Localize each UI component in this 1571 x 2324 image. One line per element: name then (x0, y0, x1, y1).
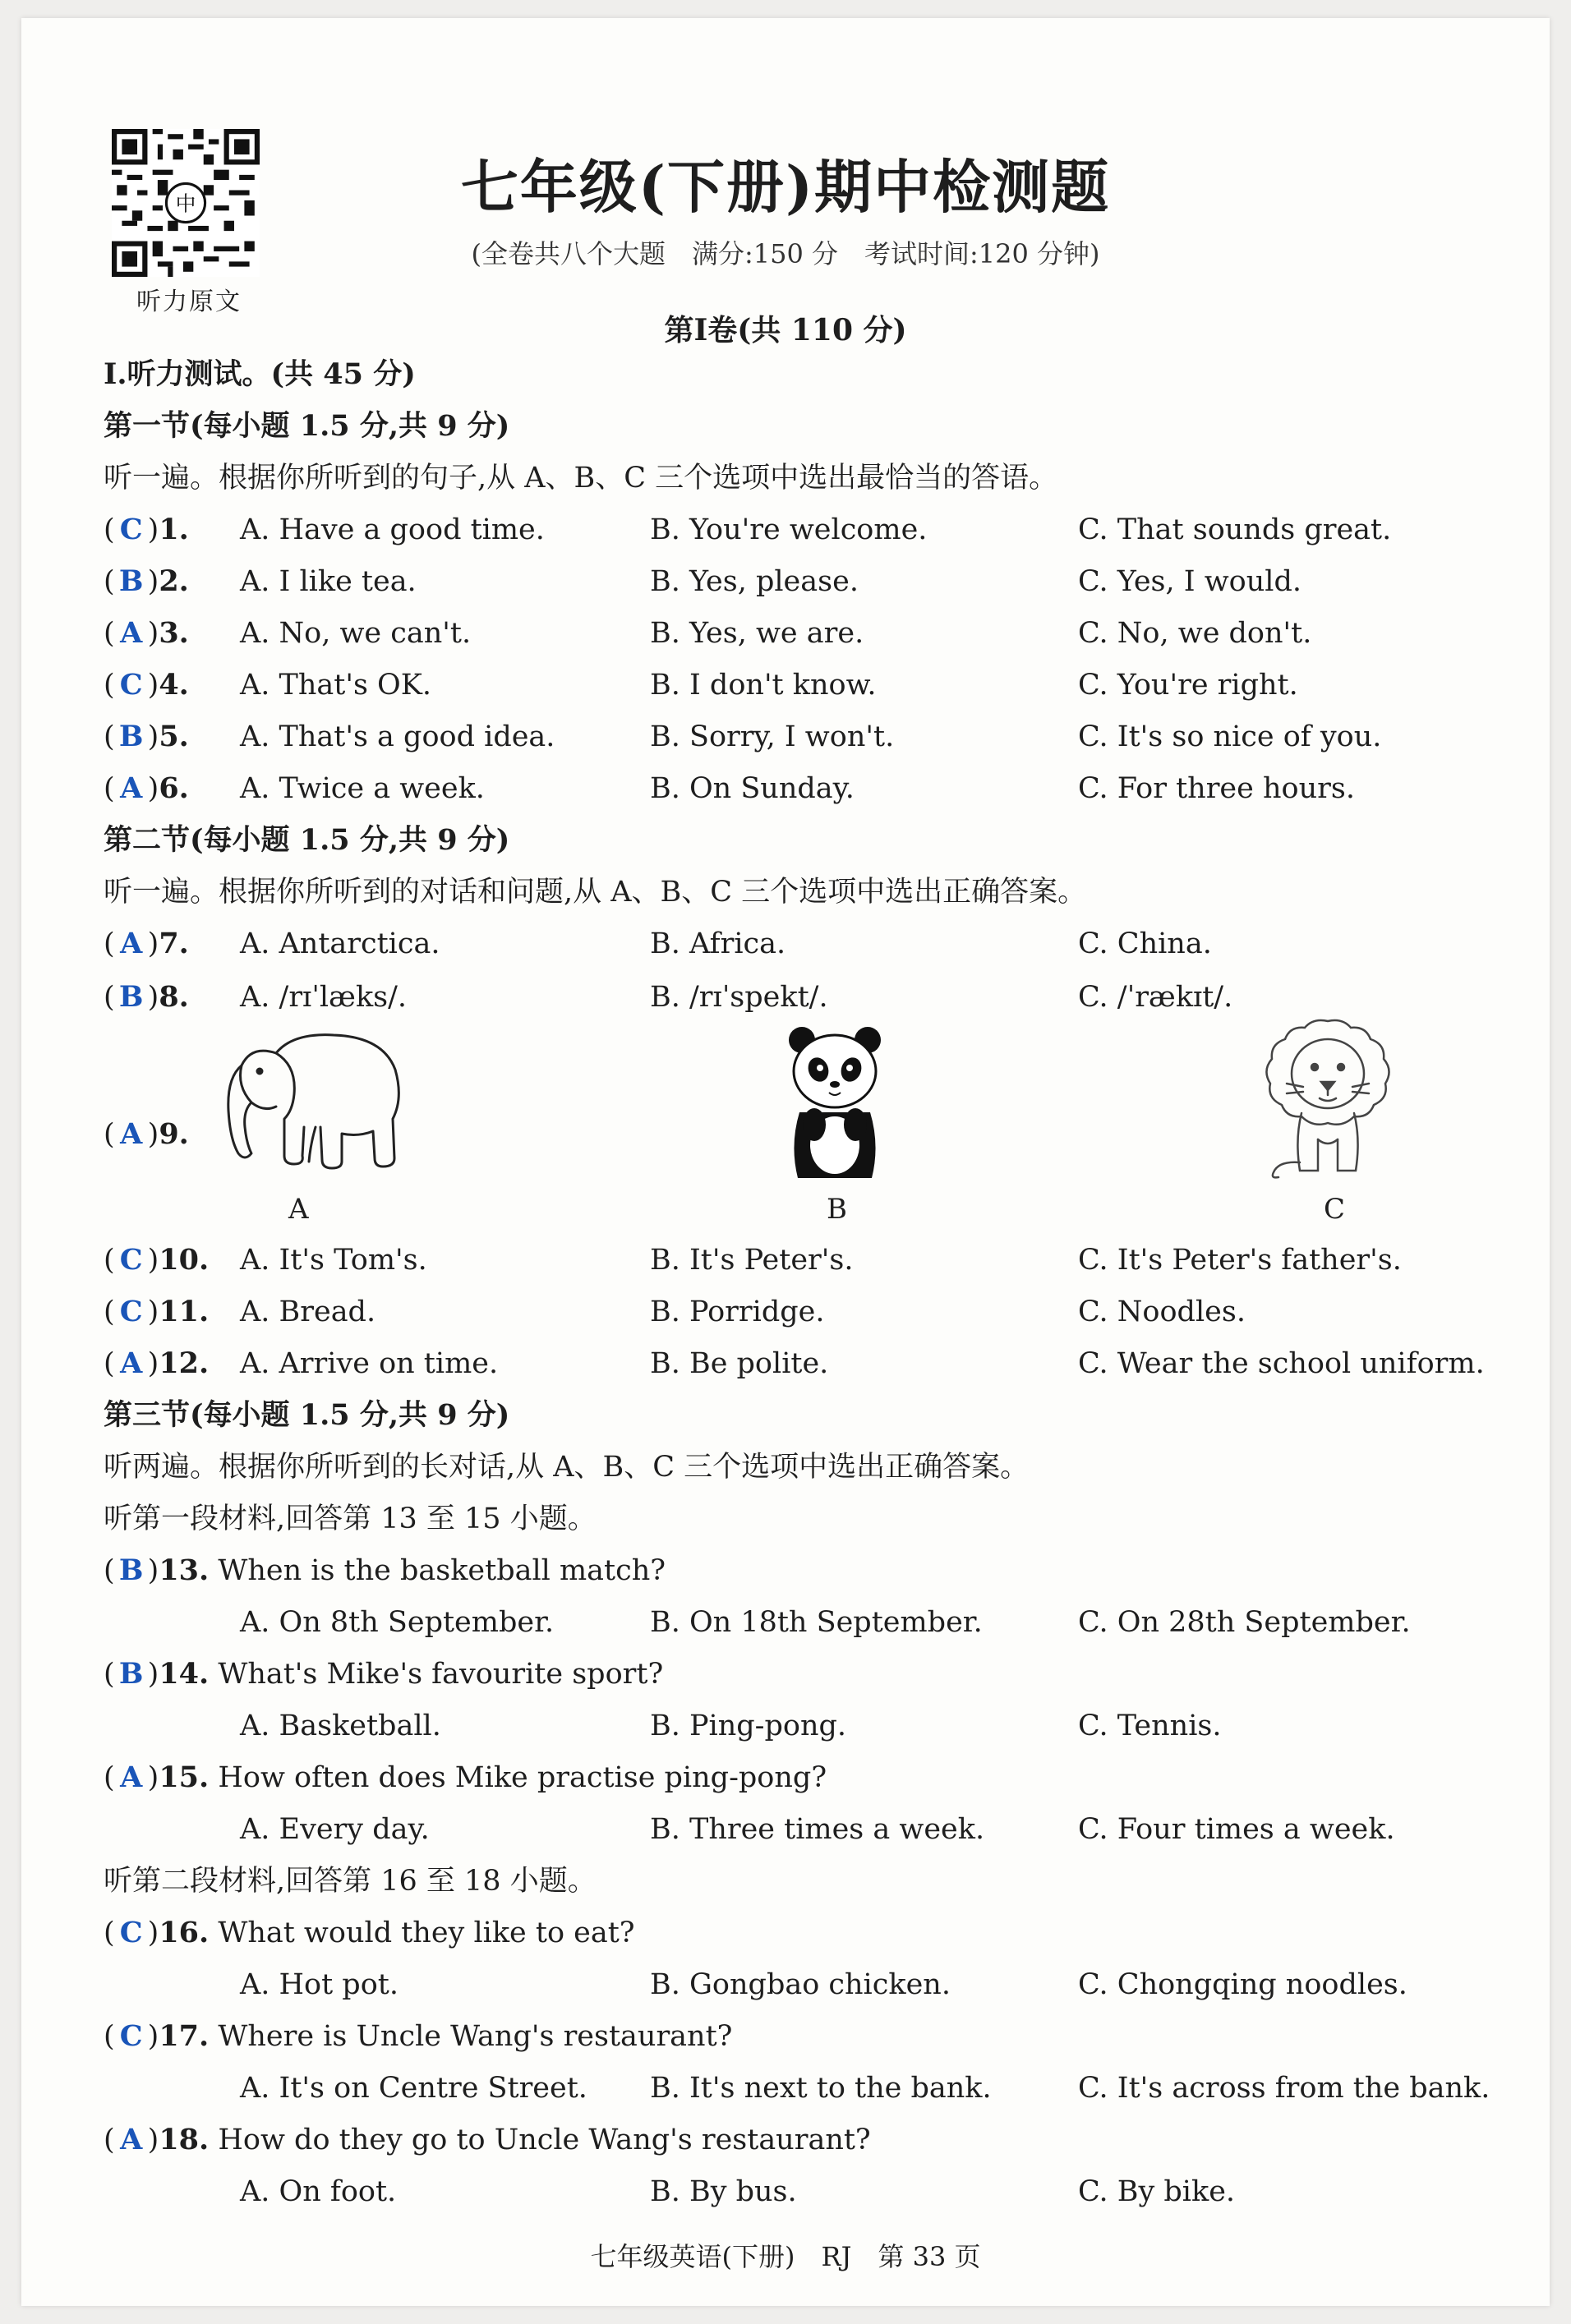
answer-mark: B (118, 980, 144, 1014)
option-b[interactable]: B. Gongbao chicken. (650, 1968, 951, 2001)
option-c[interactable]: C. Yes, I would. (1078, 565, 1302, 598)
question-stem-row: ( C )16. What would they like to eat? (104, 1916, 635, 1949)
option-b[interactable]: B. Be polite. (650, 1347, 829, 1380)
option-b[interactable]: B. You're welcome. (650, 513, 928, 546)
answer-mark: C (119, 1295, 143, 1328)
exam-info: (全卷共八个大题 满分:150 分 考试时间:120 分钟) (471, 238, 1100, 269)
option-b[interactable]: B. It's next to the bank. (650, 2072, 992, 2105)
material-2-note: 听第二段材料,回答第 16 至 18 小题。 (104, 1865, 597, 1898)
option-a[interactable]: A. Arrive on time. (240, 1347, 499, 1380)
question-row: ( C )10. A. It's Tom's. B. It's Peter's. C. It's Peter's father's. (104, 1243, 1402, 1277)
question-stem: Where is Uncle Wang's restaurant? (218, 2020, 733, 2053)
option-a[interactable]: A. That's OK. (240, 669, 432, 702)
option-c[interactable]: C. Wear the school uniform. (1078, 1347, 1485, 1380)
lion-icon[interactable] (1254, 1016, 1402, 1180)
svg-text:中: 中 (175, 191, 196, 216)
section-heading: Ⅰ.听力测试。(共 45 分) (104, 357, 416, 391)
option-a[interactable]: A. Antarctica. (240, 927, 440, 960)
worksheet-page (21, 18, 1550, 2306)
option-c[interactable]: C. You're right. (1078, 669, 1298, 702)
option-c[interactable]: C. It's Peter's father's. (1078, 1244, 1402, 1277)
question-number: 8. (159, 980, 189, 1014)
option-c[interactable]: C. On 28th September. (1078, 1606, 1411, 1639)
option-a[interactable]: A. Have a good time. (240, 513, 545, 546)
question-row: ( C )4. A. That's OK. B. I don't know. C. You're right. (104, 668, 1298, 702)
question-row: ( B )8. A. /rɪˈlæks/. B. /rɪˈspekt/. C. /ˈrækɪt/. (104, 980, 1233, 1014)
answer-mark: A (120, 2123, 143, 2156)
option-a[interactable]: A. Bread. (240, 1295, 376, 1328)
option-a[interactable]: A. On foot. (240, 2175, 397, 2208)
answer-mark: C (119, 1243, 143, 1277)
answer-mark: C (119, 1916, 143, 1949)
question-number: 14. (159, 1657, 210, 1691)
option-b[interactable]: B. /rɪˈspekt/. (650, 981, 828, 1014)
picture-label-c: C (1324, 1193, 1346, 1226)
question-number: 2. (159, 564, 189, 598)
question-number: 1. (159, 513, 189, 546)
answer-mark: B (118, 1553, 144, 1587)
answer-mark: A (120, 1760, 143, 1794)
option-b[interactable]: B. By bus. (650, 2175, 797, 2208)
question-stem-row: ( B )13. When is the basketball match? (104, 1553, 666, 1587)
answer-mark: A (120, 1346, 143, 1380)
question-number: 7. (159, 927, 189, 960)
answer-mark: A (120, 616, 143, 650)
question-row: ( A )9. (104, 1117, 189, 1151)
option-b[interactable]: B. On 18th September. (650, 1606, 983, 1639)
picture-label-b: B (827, 1193, 847, 1226)
question-number: 11. (159, 1295, 210, 1328)
question-stem: When is the basketball match? (218, 1554, 666, 1587)
question-number: 16. (159, 1916, 210, 1949)
option-a[interactable]: A. Every day. (240, 1813, 430, 1846)
option-a[interactable]: A. On 8th September. (240, 1606, 555, 1639)
option-c[interactable]: C. For three hours. (1078, 772, 1355, 805)
question-row: ( B )5. A. That's a good idea. B. Sorry, I won't. C. It's so nice of you. (104, 720, 1382, 753)
question-number: 9. (159, 1117, 189, 1151)
option-b[interactable]: B. Yes, we are. (650, 617, 864, 650)
answer-mark: C (119, 668, 143, 702)
option-a[interactable]: A. No, we can't. (240, 617, 472, 650)
question-stem: How often does Mike practise ping-pong? (218, 1761, 827, 1794)
option-b[interactable]: B. Ping-pong. (650, 1710, 847, 1742)
option-b[interactable]: B. On Sunday. (650, 772, 855, 805)
option-c[interactable]: C. Noodles. (1078, 1295, 1246, 1328)
subsection-3-instructions: 听两遍。根据你所听到的长对话,从 A、B、C 三个选项中选出正确答案。 (104, 1451, 1030, 1484)
answer-mark: B (118, 564, 144, 598)
question-row: ( A )7. A. Antarctica. B. Africa. C. China. (104, 927, 1212, 960)
option-a[interactable]: A. It's on Centre Street. (240, 2072, 587, 2105)
qr-caption: 听力原文 (136, 288, 242, 316)
question-number: 15. (159, 1760, 210, 1794)
question-number: 13. (159, 1553, 210, 1587)
page-title: 七年级(下册)期中检测题 (460, 153, 1111, 221)
question-row: ( B )2. A. I like tea. B. Yes, please. C. Yes, I would. (104, 564, 1302, 598)
option-c[interactable]: C. /ˈrækɪt/. (1078, 981, 1233, 1014)
option-c[interactable]: C. It's across from the bank. (1078, 2072, 1490, 2105)
question-number: 4. (159, 668, 189, 702)
question-stem-row: ( C )17. Where is Uncle Wang's restaurant? (104, 2019, 733, 2053)
option-b[interactable]: B. Three times a week. (650, 1813, 985, 1846)
material-1-note: 听第一段材料,回答第 13 至 15 小题。 (104, 1503, 597, 1535)
elephant-icon[interactable] (219, 1020, 416, 1185)
question-number: 3. (159, 616, 189, 650)
question-stem-row: ( A )15. How often does Mike practise ping-pong? (104, 1760, 827, 1794)
option-a[interactable]: A. Hot pot. (240, 1968, 399, 2001)
subsection-1-instructions: 听一遍。根据你所听到的句子,从 A、B、C 三个选项中选出最恰当的答语。 (104, 462, 1058, 495)
option-c[interactable]: C. By bike. (1078, 2175, 1236, 2208)
question-stem-row: ( A )18. How do they go to Uncle Wang's restaurant? (104, 2123, 871, 2156)
question-row: ( A )6. A. Twice a week. B. On Sunday. C. For three hours. (104, 771, 1355, 805)
option-c[interactable]: C. Chongqing noodles. (1078, 1968, 1407, 2001)
option-c[interactable]: C. That sounds great. (1078, 513, 1392, 546)
part-heading: 第Ⅰ卷(共 110 分) (664, 313, 907, 347)
option-c[interactable]: C. China. (1078, 927, 1212, 960)
subsection-3-heading: 第三节(每小题 1.5 分,共 9 分) (104, 1398, 510, 1432)
option-b[interactable]: B. Africa. (650, 927, 786, 960)
answer-mark: A (120, 1117, 143, 1151)
question-stem: What's Mike's favourite sport? (218, 1658, 664, 1691)
subsection-2-instructions: 听一遍。根据你所听到的对话和问题,从 A、B、C 三个选项中选出正确答案。 (104, 876, 1087, 909)
option-b[interactable]: B. I don't know. (650, 669, 877, 702)
answer-mark: A (120, 927, 143, 960)
option-c[interactable]: C. No, we don't. (1078, 617, 1312, 650)
subsection-2-heading: 第二节(每小题 1.5 分,共 9 分) (104, 823, 510, 857)
question-row: ( C )11. A. Bread. B. Porridge. C. Noodles. (104, 1295, 1246, 1328)
option-c[interactable]: C. Tennis. (1078, 1710, 1222, 1742)
question-number: 5. (159, 720, 189, 753)
answer-mark: C (119, 2019, 143, 2053)
option-a[interactable]: A. /rɪˈlæks/. (240, 981, 408, 1014)
question-number: 18. (159, 2123, 210, 2156)
question-number: 6. (159, 771, 189, 805)
option-a[interactable]: A. That's a good idea. (240, 720, 555, 753)
question-number: 10. (159, 1243, 210, 1277)
answer-mark: B (118, 720, 144, 753)
picture-label-a: A (288, 1193, 309, 1226)
panda-icon[interactable] (773, 1022, 896, 1186)
subsection-1-heading: 第一节(每小题 1.5 分,共 9 分) (104, 409, 510, 443)
question-stem-row: ( B )14. What's Mike's favourite sport? (104, 1657, 664, 1691)
option-b[interactable]: B. Sorry, I won't. (650, 720, 895, 753)
question-number: 12. (159, 1346, 210, 1380)
page-footer: 七年级英语(下册) RJ 第 33 页 (590, 2241, 981, 2272)
question-stem: How do they go to Uncle Wang's restaurant? (218, 2124, 871, 2156)
question-number: 17. (159, 2019, 210, 2053)
option-a[interactable]: A. I like tea. (240, 565, 417, 598)
option-a[interactable]: A. Twice a week. (240, 772, 485, 805)
option-c[interactable]: C. It's so nice of you. (1078, 720, 1382, 753)
question-row: ( C )1. A. Have a good time. B. You're welcome. C. That sounds great. (104, 513, 1392, 546)
option-a[interactable]: A. Basketball. (240, 1710, 441, 1742)
answer-mark: B (118, 1657, 144, 1691)
option-b[interactable]: B. It's Peter's. (650, 1244, 854, 1277)
answer-mark: A (120, 771, 143, 805)
option-b[interactable]: B. Porridge. (650, 1295, 825, 1328)
answer-mark: C (119, 513, 143, 546)
option-a[interactable]: A. It's Tom's. (240, 1244, 427, 1277)
question-row: ( A )12. A. Arrive on time. B. Be polite. C. Wear the school uniform. (104, 1346, 1485, 1380)
question-stem: What would they like to eat? (218, 1917, 635, 1949)
question-row: ( A )3. A. No, we can't. B. Yes, we are. C. No, we don't. (104, 616, 1312, 650)
option-b[interactable]: B. Yes, please. (650, 565, 859, 598)
option-c[interactable]: C. Four times a week. (1078, 1813, 1395, 1846)
